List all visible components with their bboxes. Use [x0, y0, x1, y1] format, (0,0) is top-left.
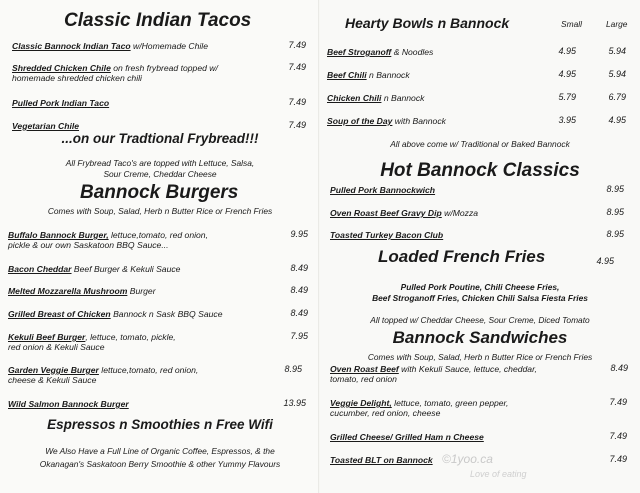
menu-item: Soup of the Day with Bannock	[327, 116, 446, 126]
hot-bannock-title: Hot Bannock Classics	[380, 160, 580, 181]
tacos-note: Sour Creme, Cheddar Cheese	[103, 169, 217, 179]
column-header-large: Large	[606, 19, 628, 29]
menu-item-price-small: 4.95	[558, 46, 576, 56]
menu-item-price-large: 5.94	[608, 69, 626, 79]
menu-item-price: 8.49	[290, 308, 308, 318]
espresso-title: Espressos n Smoothies n Free Wifi	[47, 417, 273, 432]
menu-item-price: 8.49	[610, 363, 628, 373]
menu-item: Wild Salmon Bannock Burger	[8, 399, 129, 409]
espresso-note: We Also Have a Full Line of Organic Coffee, Espressos, & the	[45, 446, 275, 456]
menu-item-price-large: 4.95	[608, 115, 626, 125]
menu-item: Grilled Cheese/ Grilled Ham n Cheese	[330, 432, 484, 442]
menu-item-price: 7.49	[288, 97, 306, 107]
tacos-tagline: ...on our Tradtional Frybread!!!	[61, 131, 259, 146]
menu-item: Garden Veggie Burger lettuce,tomato, red onion, cheese & Kekuli Sauce	[8, 365, 199, 385]
menu-item: Shredded Chicken Chile on fresh frybread topped w/ homemade shredded chicken chili	[12, 63, 218, 83]
bowls-title: Hearty Bowls n Bannock	[345, 15, 510, 31]
espresso-note: Okanagan's Saskatoon Berry Smoothie & other Yummy Flavours	[39, 459, 281, 469]
loaded-fries-price: 4.95	[596, 256, 614, 266]
menu-item: Oven Roast Beef with Kekuli Sauce, lettuce, cheddar, tomato, red onion	[330, 364, 537, 384]
menu-item: Pulled Pork Bannockwich	[330, 185, 436, 195]
menu-item-price: 7.95	[290, 331, 308, 341]
menu-item: Veggie Delight, lettuce, tomato, green pepper, cucumber, red onion, cheese	[330, 398, 509, 418]
menu-item: Chicken Chili n Bannock	[327, 93, 425, 103]
column-header-small: Small	[561, 19, 582, 29]
watermark-tagline: Love of eating	[470, 469, 527, 479]
fries-list: Beef Stroganoff Fries, Chicken Chili Salsa Fiesta Fries	[372, 293, 588, 303]
menu-item-price: 13.95	[283, 398, 306, 408]
burgers-title: Bannock Burgers	[80, 182, 239, 203]
burgers-subtitle: Comes with Soup, Salad, Herb n Butter Rice or French Fries	[47, 206, 273, 216]
menu-item: Toasted Turkey Bacon Club	[330, 230, 444, 240]
tacos-title: Classic Indian Tacos	[64, 10, 252, 31]
bowls-note: All above come w/ Traditional or Baked Bannock	[390, 139, 570, 149]
menu-item-price-large: 6.79	[608, 92, 626, 102]
menu-item-price: 8.49	[290, 263, 308, 273]
menu-item-price: 8.95	[284, 364, 302, 374]
menu-item-price: 8.95	[606, 229, 624, 239]
watermark: ©1yoo.ca	[442, 452, 493, 466]
fries-list: Pulled Pork Poutine, Chili Cheese Fries,	[400, 282, 560, 292]
loaded-fries-title: Loaded French Fries	[378, 247, 546, 266]
menu-item: Beef Chili n Bannock	[327, 70, 410, 80]
menu-item: Oven Roast Beef Gravy Dip w/Mozza	[330, 208, 479, 218]
menu-item: Melted Mozzarella Mushroom Burger	[8, 286, 156, 296]
menu-item-price: 9.95	[290, 229, 308, 239]
menu-item-price: 7.49	[288, 62, 306, 72]
menu-item-price: 8.95	[606, 184, 624, 194]
menu-item: Grilled Breast of Chicken Bannock n Sask BBQ Sauce	[8, 309, 223, 319]
sandwiches-title: Bannock Sandwiches	[392, 328, 568, 347]
menu-item-price: 7.49	[609, 397, 627, 407]
menu-item-price: 7.49	[609, 431, 627, 441]
menu-page-right	[320, 0, 640, 493]
menu-item: Vegetarian Chile	[12, 121, 80, 131]
menu-item-price: 7.49	[609, 454, 627, 464]
menu-item-price: 7.49	[288, 40, 306, 50]
menu-item: Kekuli Beef Burger, lettuce, tomato, pickle, red onion & Kekuli Sauce	[8, 332, 176, 352]
menu-item: Bacon Cheddar Beef Burger & Kekuli Sauce	[8, 264, 181, 274]
menu-item: Classic Bannock Indian Taco w/Homemade Chile	[12, 41, 208, 51]
menu-item-price-large: 5.94	[608, 46, 626, 56]
menu-item-price-small: 3.95	[558, 115, 576, 125]
menu-item-price-small: 4.95	[558, 69, 576, 79]
tacos-note: All Frybread Taco's are topped with Lettuce, Salsa,	[65, 158, 255, 168]
sandwiches-subtitle: Comes with Soup, Salad, Herb n Butter Rice or French Fries	[367, 352, 593, 362]
menu-item: Pulled Pork Indian Taco	[12, 98, 110, 108]
menu-item-price-small: 5.79	[558, 92, 576, 102]
menu-item-price: 7.49	[288, 120, 306, 130]
menu-item: Beef Stroganoff & Noodles	[327, 47, 434, 57]
fries-note: All topped w/ Cheddar Cheese, Sour Creme, Diced Tomato	[370, 315, 590, 325]
menu-item-price: 8.95	[606, 207, 624, 217]
menu-item: Buffalo Bannock Burger, lettuce,tomato, red onion, pickle & our own Saskatoon BBQ Sauce...	[8, 230, 208, 250]
menu-item-price: 8.49	[290, 285, 308, 295]
menu-item: Toasted BLT on Bannock	[330, 455, 433, 465]
